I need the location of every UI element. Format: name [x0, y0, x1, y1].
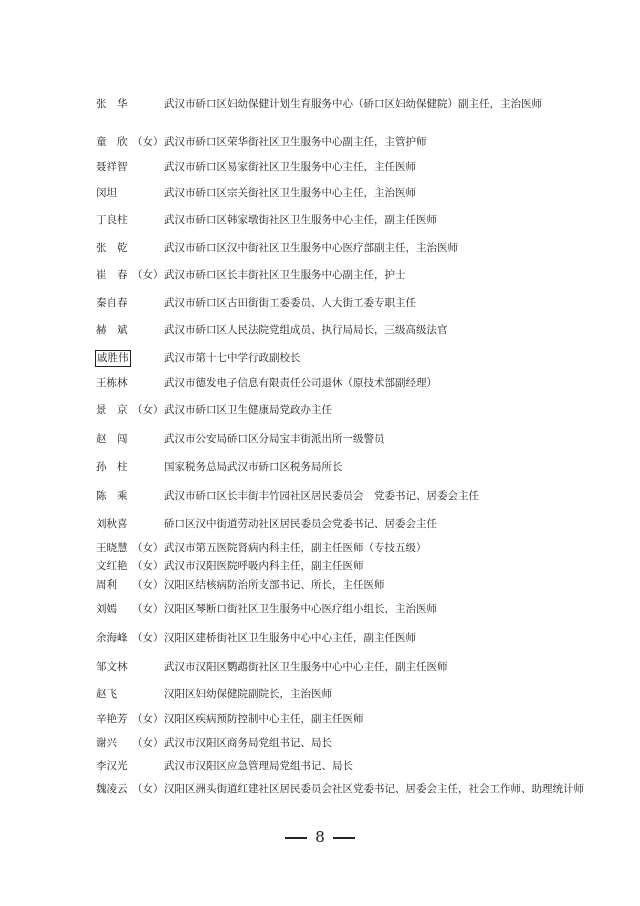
position-description: 武汉市硚口区汉中街社区卫生服务中心医疗部副主任，主治医师 — [164, 242, 458, 254]
person-name: 聂祥智 — [96, 161, 128, 173]
person-name: 崔 春 — [96, 269, 128, 281]
position-description: 武汉市硚口区长丰街丰竹园社区居民委员会 党委书记、居委会主任 — [164, 490, 479, 502]
person-name: 孙 柱 — [96, 461, 128, 473]
position-description: 武汉市硚口区荣华街社区卫生服务中心副主任，主管护师 — [164, 136, 427, 148]
person-name: 王晓慧 — [96, 542, 128, 554]
position-description: 汉阳区疾病预防控制中心主任，副主任医师 — [164, 713, 364, 725]
position-description: 硚口区汉中街道劳动社区居民委员会党委书记、居委会主任 — [164, 518, 437, 530]
gender-note: （女） — [132, 404, 164, 416]
gender-note: （女） — [132, 783, 164, 795]
person-name: 辛艳芳 — [96, 713, 128, 725]
position-description: 武汉市公安局硚口区分局宝丰街派出所一级警员 — [164, 433, 385, 445]
position-description: 武汉市硚口区长丰街社区卫生服务中心副主任，护士 — [164, 269, 406, 281]
person-name: 陈 乘 — [96, 490, 128, 502]
position-description: 武汉市硚口区人民法院党组成员、执行局局长，三级高级法官 — [164, 324, 448, 336]
person-name: 刘秋喜 — [96, 518, 128, 530]
page-footer — [0, 828, 640, 846]
person-name: 文红艳 — [96, 560, 128, 572]
person-name: 赵飞 — [96, 688, 117, 700]
footer-dash-left — [285, 837, 307, 839]
person-name: 秦自春 — [96, 297, 128, 309]
position-description: 武汉市硚口区妇幼保健计划生育服务中心（硚口区妇幼保健院）副主任，主治医师 — [164, 98, 542, 110]
gender-note: （女） — [132, 560, 164, 572]
person-name: 闵坦 — [96, 187, 117, 199]
footer-dash-right — [333, 837, 355, 839]
person-name: 余海峰 — [96, 632, 128, 644]
gender-note: （女） — [132, 136, 164, 148]
position-description: 汉阳区妇幼保健院副院长，主治医师 — [164, 688, 332, 700]
position-description: 武汉市汉阳区鹦鹉街社区卫生服务中心中心主任，副主任医师 — [164, 661, 448, 673]
person-name: 刘嫣 — [96, 603, 117, 615]
person-name: 戚胜伟 — [95, 350, 131, 367]
position-description: 汉阳区琴断口街社区卫生服务中心医疗组小组长，主治医师 — [164, 603, 437, 615]
gender-note: （女） — [132, 579, 164, 591]
person-name: 赵 闯 — [96, 433, 128, 445]
person-name: 张 乾 — [96, 242, 128, 254]
person-name: 景 京 — [96, 404, 128, 416]
position-description: 武汉市硚口区古田街街工委委员、人大街工委专职主任 — [164, 297, 416, 309]
person-name: 谢兴 — [96, 737, 117, 749]
person-name: 李汉光 — [96, 760, 128, 772]
position-description: 武汉市硚口区易家街社区卫生服务中心主任，主任医师 — [164, 161, 416, 173]
gender-note: （女） — [132, 632, 164, 644]
gender-note: （女） — [132, 737, 164, 749]
position-description: 国家税务总局武汉市硚口区税务局所长 — [164, 461, 343, 473]
person-name: 魏凌云 — [96, 783, 128, 795]
gender-note: （女） — [132, 269, 164, 281]
person-name: 丁良柱 — [96, 214, 128, 226]
person-name: 赫 斌 — [96, 324, 128, 336]
person-name: 周利 — [96, 579, 117, 591]
position-description: 武汉市汉阳医院呼吸内科主任，副主任医师 — [164, 560, 364, 572]
position-description: 汉阳区洲头街道红建社区居民委员会社区党委书记、居委会主任，社会工作师、助理统计师 — [164, 783, 584, 795]
position-description: 武汉市硚口区卫生健康局党政办主任 — [164, 404, 332, 416]
position-description: 武汉市汉阳区应急管理局党组书记、局长 — [164, 760, 353, 772]
gender-note: （女） — [132, 542, 164, 554]
position-description: 武汉市第五医院肾病内科主任，副主任医师（专技五级） — [164, 542, 427, 554]
page-number: 8 — [315, 828, 325, 846]
position-description: 武汉市第十七中学行政副校长 — [164, 352, 301, 364]
position-description: 武汉市汉阳区商务局党组书记、局长 — [164, 737, 332, 749]
gender-note: （女） — [132, 603, 164, 615]
person-name: 童 欣 — [96, 136, 128, 148]
position-description: 汉阳区建桥街社区卫生服务中心中心主任，副主任医师 — [164, 632, 416, 644]
person-name: 邹文林 — [96, 661, 128, 673]
position-description: 武汉市德发电子信息有限责任公司退休（原技术部副经理） — [164, 377, 437, 389]
gender-note: （女） — [132, 713, 164, 725]
person-name: 王栋林 — [96, 377, 128, 389]
position-description: 武汉市硚口区宗关街社区卫生服务中心主任，主治医师 — [164, 187, 416, 199]
position-description: 武汉市硚口区韩家墩街社区卫生服务中心主任，副主任医师 — [164, 214, 437, 226]
position-description: 汉阳区结核病防治所支部书记、所长，主任医师 — [164, 579, 385, 591]
person-name: 张 华 — [96, 98, 128, 110]
